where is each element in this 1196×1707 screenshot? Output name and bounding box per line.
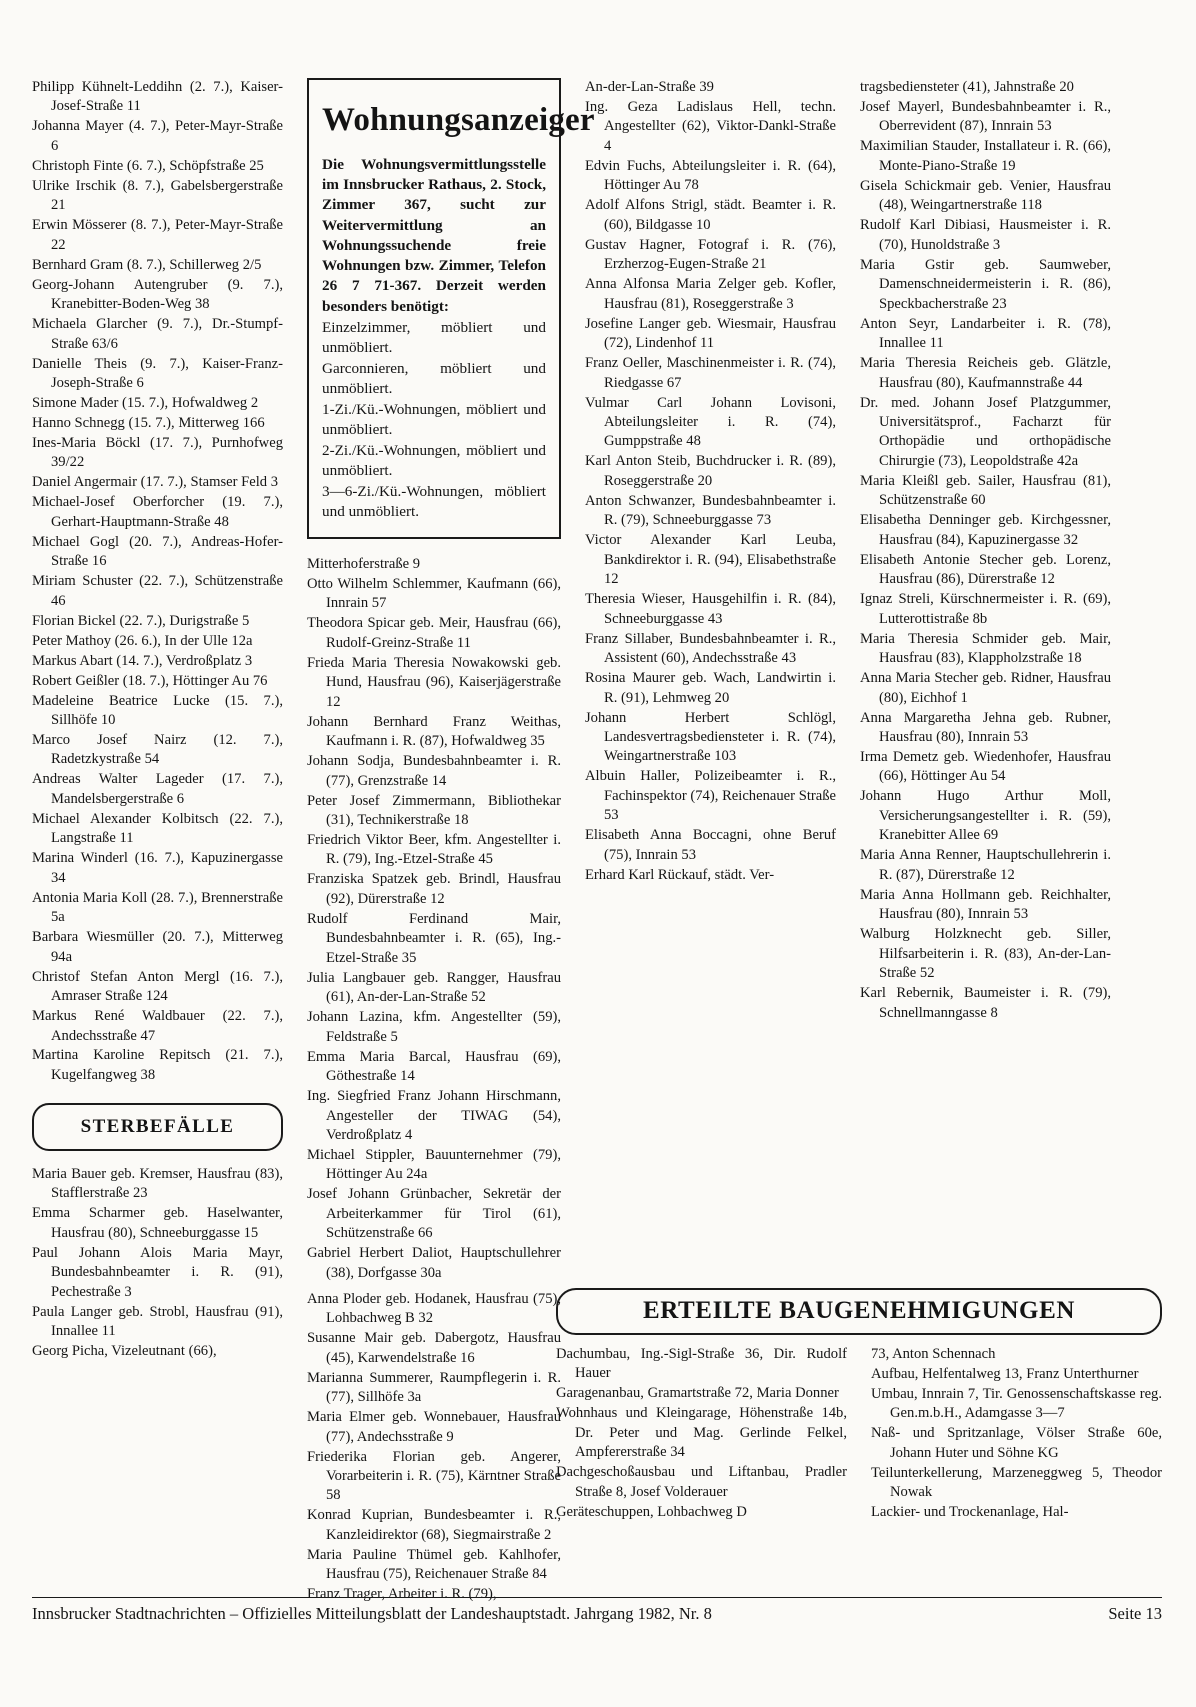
- list-item: Maria Elmer geb. Wonnebauer, Hausfrau (77), Andechsstraße 9: [307, 1409, 561, 1445]
- wohnungsanzeiger-line: 1-Zi./Kü.-Wohnungen, möbliert und unmöbliert.: [322, 400, 546, 439]
- list-item: Johann Bernhard Franz Weithas, Kaufmann i. R. (87), Hofwaldweg 35: [307, 713, 561, 750]
- list-item: Ignaz Streli, Kürschnermeister i. R. (69), Lutterottistraße 8b: [860, 591, 1111, 627]
- list-item: Paul Johann Alois Maria Mayr, Bundesbahnbeamter i. R. (91), Pechestraße 3: [32, 1244, 283, 1300]
- list-item: Julia Langbauer geb. Rangger, Hausfrau (61), An-der-Lan-Straße 52: [307, 969, 561, 1006]
- bau-column-right: [871, 1345, 1162, 1523]
- list-item: Walburg Holzknecht geb. Siller, Hilfsarbeiterin i. R. (83), An-der-Lan-Straße 52: [860, 926, 1111, 982]
- list-item: Naß- und Spritzanlage, Völser Straße 60e, Johann Huter und Söhne KG: [871, 1425, 1162, 1461]
- list-item: Maria Theresia Schmider geb. Mair, Hausfrau (83), Klappholzstraße 18: [860, 630, 1111, 667]
- list-item: Michael-Josef Oberforcher (19. 7.), Gerhart-Hauptmann-Straße 48: [32, 494, 283, 530]
- footer-publication: Innsbrucker Stadtnachrichten – Offizielles Mitteilungsblatt der Landeshauptstadt. Jahrgang 1982, Nr. 8: [32, 1604, 712, 1623]
- list-item: Anna Alfonsa Maria Zelger geb. Kofler, Hausfrau (81), Roseggerstraße 3: [585, 276, 836, 312]
- list-item: Ulrike Irschik (8. 7.), Gabelsbergerstraße 21: [32, 177, 283, 214]
- list-item: Johann Lazina, kfm. Angestellter (59), Feldstraße 5: [307, 1009, 561, 1045]
- list-item: Martina Karoline Repitsch (21. 7.), Kugelfangweg 38: [32, 1047, 283, 1083]
- list-item: Theresia Wieser, Hausgehilfin i. R. (84), Schneeburggasse 43: [585, 591, 836, 627]
- list-item: Ing. Siegfried Franz Johann Hirschmann, Angesteller der TIWAG (54), Verdroßplatz 4: [307, 1088, 561, 1144]
- bau-list-left: [556, 1345, 847, 1522]
- list-item: Maria Anna Renner, Hauptschullehrerin i. R. (87), Dürerstraße 12: [860, 847, 1111, 883]
- list-item: Maria Gstir geb. Saumweber, Damenschneidermeisterin i. R. (86), Speckbacherstraße 23: [860, 256, 1111, 312]
- list-item: Wohnhaus und Kleingarage, Höhenstraße 14b, Dr. Peter und Mag. Gerlinde Felkel, Ampfererstraße 34: [556, 1405, 847, 1461]
- list-item: Daniel Angermair (17. 7.), Stamser Feld 3: [32, 474, 279, 491]
- list-item: Michael Gogl (20. 7.), Andreas-Hofer-Straße 16: [32, 533, 283, 570]
- list-item: Ines-Maria Böckl (17. 7.), Purnhofweg 39/22: [32, 434, 283, 471]
- list-item: Mitterhoferstraße 9: [307, 555, 421, 572]
- list-item: Maria Theresia Reicheis geb. Glätzle, Hausfrau (80), Kaufmannstraße 44: [860, 355, 1111, 391]
- list-item: Rudolf Ferdinand Mair, Bundesbahnbeamter i. R. (65), Ing.-Etzel-Straße 35: [307, 910, 561, 966]
- list-item: Peter Josef Zimmermann, Bibliothekar (31), Technikerstraße 18: [307, 792, 561, 829]
- wohnungsanzeiger-line: 3—6-Zi./Kü.-Wohnungen, möbliert und unmöbliert.: [322, 482, 546, 521]
- list-item: Johann Hugo Arthur Moll, Versicherungsangestellter i. R. (59), Kranebitter Allee 69: [860, 788, 1111, 844]
- list-item: Franz Trager, Arbeiter i. R. (79),: [307, 1586, 497, 1603]
- list-item: An-der-Lan-Straße 39: [585, 79, 714, 95]
- list-item: Markus René Waldbauer (22. 7.), Andechsstraße 47: [32, 1008, 283, 1044]
- list-item: Rudolf Karl Dibiasi, Hausmeister i. R. (70), Hunoldstraße 3: [860, 217, 1111, 253]
- list-item: Johanna Mayer (4. 7.), Peter-Mayr-Straße 6: [32, 118, 283, 154]
- page-footer: [32, 1604, 1162, 1624]
- list-item: Otto Wilhelm Schlemmer, Kaufmann (66), Innrain 57: [307, 575, 561, 612]
- list-item: Aufbau, Helfentalweg 13, Franz Unterthurner: [871, 1365, 1139, 1382]
- list-item: Elisabeth Antonie Stecher geb. Lorenz, Hausfrau (86), Dürerstraße 12: [860, 551, 1111, 588]
- bau-list-right: [871, 1345, 1162, 1523]
- list-item: Elisabetha Denninger geb. Kirchgessner, Hausfrau (84), Kapuzinergasse 32: [860, 512, 1111, 548]
- heading-baugenehmigungen: ERTEILTE BAUGENEHMIGUNGEN: [556, 1288, 1162, 1335]
- list-item: Dr. med. Johann Josef Platzgummer, Universitätsprof., Facharzt für Orthopädie und orthopädische Chirurgie (73), Leopoldstraße 42a: [860, 394, 1111, 469]
- footer-page-number: Seite 13: [1108, 1604, 1162, 1623]
- list-item: Teilunterkellerung, Marzeneggweg 5, Theodor Nowak: [871, 1464, 1162, 1501]
- list-item: Gisela Schickmair geb. Venier, Hausfrau (48), Weingartnerstraße 118: [860, 177, 1111, 214]
- list-item: Josef Mayerl, Bundesbahnbeamter i. R., Oberrevident (87), Innrain 53: [860, 98, 1111, 135]
- list-item: Umbau, Innrain 7, Tir. Genossenschaftskasse reg. Gen.m.b.H., Adamgasse 3—7: [871, 1385, 1162, 1422]
- wohnungsanzeiger-title: Wohnungsanzeiger: [322, 102, 595, 138]
- list-item: Gabriel Herbert Daliot, Hauptschullehrer (38), Dorfgasse 30a: [307, 1245, 561, 1281]
- list-item: Madeleine Beatrice Lucke (15. 7.), Sillhöfe 10: [32, 692, 283, 728]
- wohnungsanzeiger-line: 2-Zi./Kü.-Wohnungen, möbliert und unmöbliert.: [322, 441, 546, 480]
- wohnungsanzeiger-line: Einzelzimmer, möbliert und unmöbliert.: [322, 318, 546, 357]
- wohnungsanzeiger-box: [307, 78, 595, 539]
- deaths-list-part1: [32, 1165, 283, 1362]
- list-item: Johann Herbert Schlögl, Landesvertragsbediensteter i. R. (74), Weingartnerstraße 103: [585, 709, 836, 765]
- list-item: Maria Pauline Thümel geb. Kahlhofer, Hausfrau (75), Reichenauer Straße 84: [307, 1546, 561, 1583]
- list-item: Michaela Glarcher (9. 7.), Dr.-Stumpf-Straße 63/6: [32, 316, 283, 352]
- heading-sterbefaelle: STERBEFÄLLE: [32, 1103, 283, 1150]
- list-item: Lackier- und Trockenanlage, Hal-: [871, 1504, 1069, 1521]
- list-item: Adolf Alfons Strigl, städt. Beamter i. R. (60), Bildgasse 10: [585, 197, 836, 233]
- list-item: Karl Anton Steib, Buchdrucker i. R. (89), Roseggerstraße 20: [585, 453, 836, 489]
- list-item: Edvin Fuchs, Abteilungsleiter i. R. (64), Höttinger Au 78: [585, 157, 836, 194]
- list-item: Christoph Finte (6. 7.), Schöpfstraße 25: [32, 157, 264, 174]
- bau-column-left: [556, 1345, 847, 1523]
- list-item: Maria Anna Hollmann geb. Reichhalter, Hausfrau (80), Innrain 53: [860, 886, 1111, 923]
- list-item: Georg Picha, Vizeleutnant (66),: [32, 1342, 217, 1359]
- list-item: Anna Ploder geb. Hodanek, Hausfrau (75), Lohbachweg B 32: [307, 1290, 561, 1327]
- list-item: Paula Langer geb. Strobl, Hausfrau (91), Innallee 11: [32, 1303, 283, 1340]
- baugenehmigungen-heading-wrap: [556, 1270, 1162, 1349]
- list-item: Marco Josef Nairz (12. 7.), Radetzkystraße 54: [32, 731, 283, 768]
- list-item: Bernhard Gram (8. 7.), Schillerweg 2/5: [32, 256, 262, 273]
- list-item: Johann Sodja, Bundesbahnbeamter i. R. (77), Grenzstraße 14: [307, 753, 561, 789]
- list-item: Josef Johann Grünbacher, Sekretär der Arbeiterkammer für Tirol (61), Schützenstraße 66: [307, 1186, 561, 1242]
- list-item: Andreas Walter Lageder (17. 7.), Mandelsbergerstraße 6: [32, 771, 283, 807]
- births-list-part1: [32, 78, 283, 1085]
- list-item: Florian Bickel (22. 7.), Durigstraße 5: [32, 612, 250, 629]
- list-item: Susanne Mair geb. Dabergotz, Hausfrau (45), Karwendelstraße 16: [307, 1330, 561, 1366]
- list-item: Marianna Summerer, Raumpflegerin i. R. (77), Sillhöfe 3a: [307, 1369, 561, 1406]
- deaths-list-part4: [860, 78, 1111, 1023]
- list-item: Franz Sillaber, Bundesbahnbeamter i. R., Assistent (60), Andechsstraße 43: [585, 630, 836, 667]
- list-item: Irma Demetz geb. Wiedenhofer, Hausfrau (66), Höttinger Au 54: [860, 748, 1111, 785]
- list-item: Albuin Haller, Polizeibeamter i. R., Fachinspektor (74), Reichenauer Straße 53: [585, 768, 836, 824]
- list-item: Gustav Hagner, Fotograf i. R. (76), Erzherzog-Eugen-Straße 21: [585, 236, 836, 273]
- list-item: Miriam Schuster (22. 7.), Schützenstraße 46: [32, 573, 283, 609]
- list-item: Franziska Spatzek geb. Brindl, Hausfrau (92), Dürerstraße 12: [307, 871, 561, 907]
- list-item: Anna Margaretha Jehna geb. Rubner, Hausfrau (80), Innrain 53: [860, 709, 1111, 745]
- list-item: Franz Oeller, Maschinenmeister i. R. (74), Riedgasse 67: [585, 355, 836, 391]
- list-item: Geräteschuppen, Lohbachweg D: [556, 1503, 747, 1520]
- list-item: Erhard Karl Rückauf, städt. Ver-: [585, 866, 775, 883]
- list-item: Marina Winderl (16. 7.), Kapuzinergasse 34: [32, 850, 283, 886]
- list-item: Rosina Maurer geb. Wach, Landwirtin i. R. (91), Lehmweg 20: [585, 670, 836, 706]
- list-item: Danielle Theis (9. 7.), Kaiser-Franz-Joseph-Straße 6: [32, 355, 283, 392]
- list-item: Maria Kleißl geb. Sailer, Hausfrau (81), Schützenstraße 60: [860, 472, 1111, 509]
- list-item: Anna Maria Stecher geb. Ridner, Hausfrau (80), Eichhof 1: [860, 670, 1111, 706]
- list-item: Michael Stippler, Bauunternehmer (79), Höttinger Au 24a: [307, 1147, 561, 1183]
- wohnungsanzeiger-line: Garconnieren, möbliert und unmöbliert.: [322, 359, 546, 398]
- list-item: Dachgeschoßausbau und Liftanbau, Pradler Straße 8, Josef Volderauer: [556, 1464, 847, 1500]
- list-item: Emma Maria Barcal, Hausfrau (69), Göthestraße 14: [307, 1048, 561, 1085]
- list-item: Maria Bauer geb. Kremser, Hausfrau (83), Stafflerstraße 23: [32, 1165, 283, 1202]
- list-item: Markus Abart (14. 7.), Verdroßplatz 3: [32, 652, 253, 669]
- list-item: Simone Mader (15. 7.), Hofwaldweg 2: [32, 395, 259, 411]
- list-item: Dachumbau, Ing.-Sigl-Straße 36, Dir. Rudolf Hauer: [556, 1346, 847, 1382]
- list-item: Ing. Geza Ladislaus Hell, techn. Angestellter (62), Viktor-Dankl-Straße 4: [585, 98, 836, 154]
- list-item: Karl Rebernik, Baumeister i. R. (79), Schnellmanngasse 8: [860, 985, 1111, 1021]
- list-item: Friedrich Viktor Beer, kfm. Angestellter i. R. (79), Ing.-Etzel-Straße 45: [307, 832, 561, 868]
- list-item: Garagenanbau, Gramartstraße 72, Maria Donner: [556, 1385, 839, 1402]
- list-item: Barbara Wiesmüller (20. 7.), Mitterweg 94a: [32, 929, 283, 965]
- list-item: Maximilian Stauder, Installateur i. R. (66), Monte-Piano-Straße 19: [860, 138, 1111, 174]
- list-item: Hanno Schnegg (15. 7.), Mitterweg 166: [32, 414, 265, 431]
- list-item: 73, Anton Schennach: [871, 1346, 996, 1362]
- list-item: Victor Alexander Karl Leuba, Bankdirektor i. R. (94), Elisabethstraße 12: [585, 532, 836, 588]
- baugenehmigungen-columns: [556, 1345, 1162, 1523]
- deaths-list-part2b: [307, 1290, 561, 1605]
- list-item: Frieda Maria Theresia Nowakowski geb. Hund, Hausfrau (96), Kaiserjägerstraße 12: [307, 654, 561, 710]
- list-item: Michael Alexander Kolbitsch (22. 7.), Langstraße 11: [32, 810, 283, 847]
- list-item: Antonia Maria Koll (28. 7.), Brennerstraße 5a: [32, 889, 283, 926]
- deaths-list-part2: [307, 555, 561, 1283]
- list-item: Emma Scharmer geb. Haselwanter, Hausfrau (80), Schneeburggasse 15: [32, 1205, 283, 1241]
- list-item: Konrad Kuprian, Bundesbeamter i. R., Kanzleidirektor (68), Siegmairstraße 2: [307, 1507, 561, 1543]
- wohnungsanzeiger-lines: [322, 318, 546, 523]
- column-1: [32, 78, 283, 1568]
- list-item: Friederika Florian geb. Angerer, Vorarbeiterin i. R. (75), Kärntner Straße 58: [307, 1448, 561, 1504]
- list-item: Robert Geißler (18. 7.), Höttinger Au 76: [32, 672, 268, 689]
- list-item: Peter Mathoy (26. 6.), In der Ulle 12a: [32, 632, 253, 649]
- list-item: Theodora Spicar geb. Meir, Hausfrau (66), Rudolf-Greinz-Straße 11: [307, 615, 561, 651]
- list-item: Erwin Mösserer (8. 7.), Peter-Mayr-Straße 22: [32, 217, 283, 253]
- deaths-list-part3: [585, 78, 836, 885]
- list-item: Vulmar Carl Johann Lovisoni, Abteilungsleiter i. R. (74), Gumppstraße 48: [585, 394, 836, 450]
- list-item: Josefine Langer geb. Wiesmair, Hausfrau (72), Lindenhof 11: [585, 315, 836, 352]
- column-2: [307, 78, 595, 1603]
- list-item: Anton Seyr, Landarbeiter i. R. (78), Innallee 11: [860, 315, 1111, 352]
- list-item: Christof Stefan Anton Mergl (16. 7.), Amraser Straße 124: [32, 968, 283, 1005]
- list-item: Elisabeth Anna Boccagni, ohne Beruf (75), Innrain 53: [585, 827, 836, 863]
- list-item: Georg-Johann Autengruber (9. 7.), Kranebitter-Boden-Weg 38: [32, 276, 283, 313]
- list-item: Anton Schwanzer, Bundesbahnbeamter i. R. (79), Schneeburggasse 73: [585, 492, 836, 529]
- list-item: Philipp Kühnelt-Leddihn (2. 7.), Kaiser-Josef-Straße 11: [32, 79, 283, 115]
- wohnungsanzeiger-lead: Die Wohnungsvermittlungsstelle im Innsbrucker Rathaus, 2. Stock, Zimmer 367, sucht zur Weitervermittlung an Wohnungssuchende freie Wohnungen bzw. Zimmer, Telefon 26 7 71-367. Derzeit werden besonders benötigt:: [322, 156, 546, 315]
- list-item: tragsbediensteter (41), Jahnstraße 20: [860, 79, 1074, 95]
- footer-divider: [32, 1597, 1162, 1598]
